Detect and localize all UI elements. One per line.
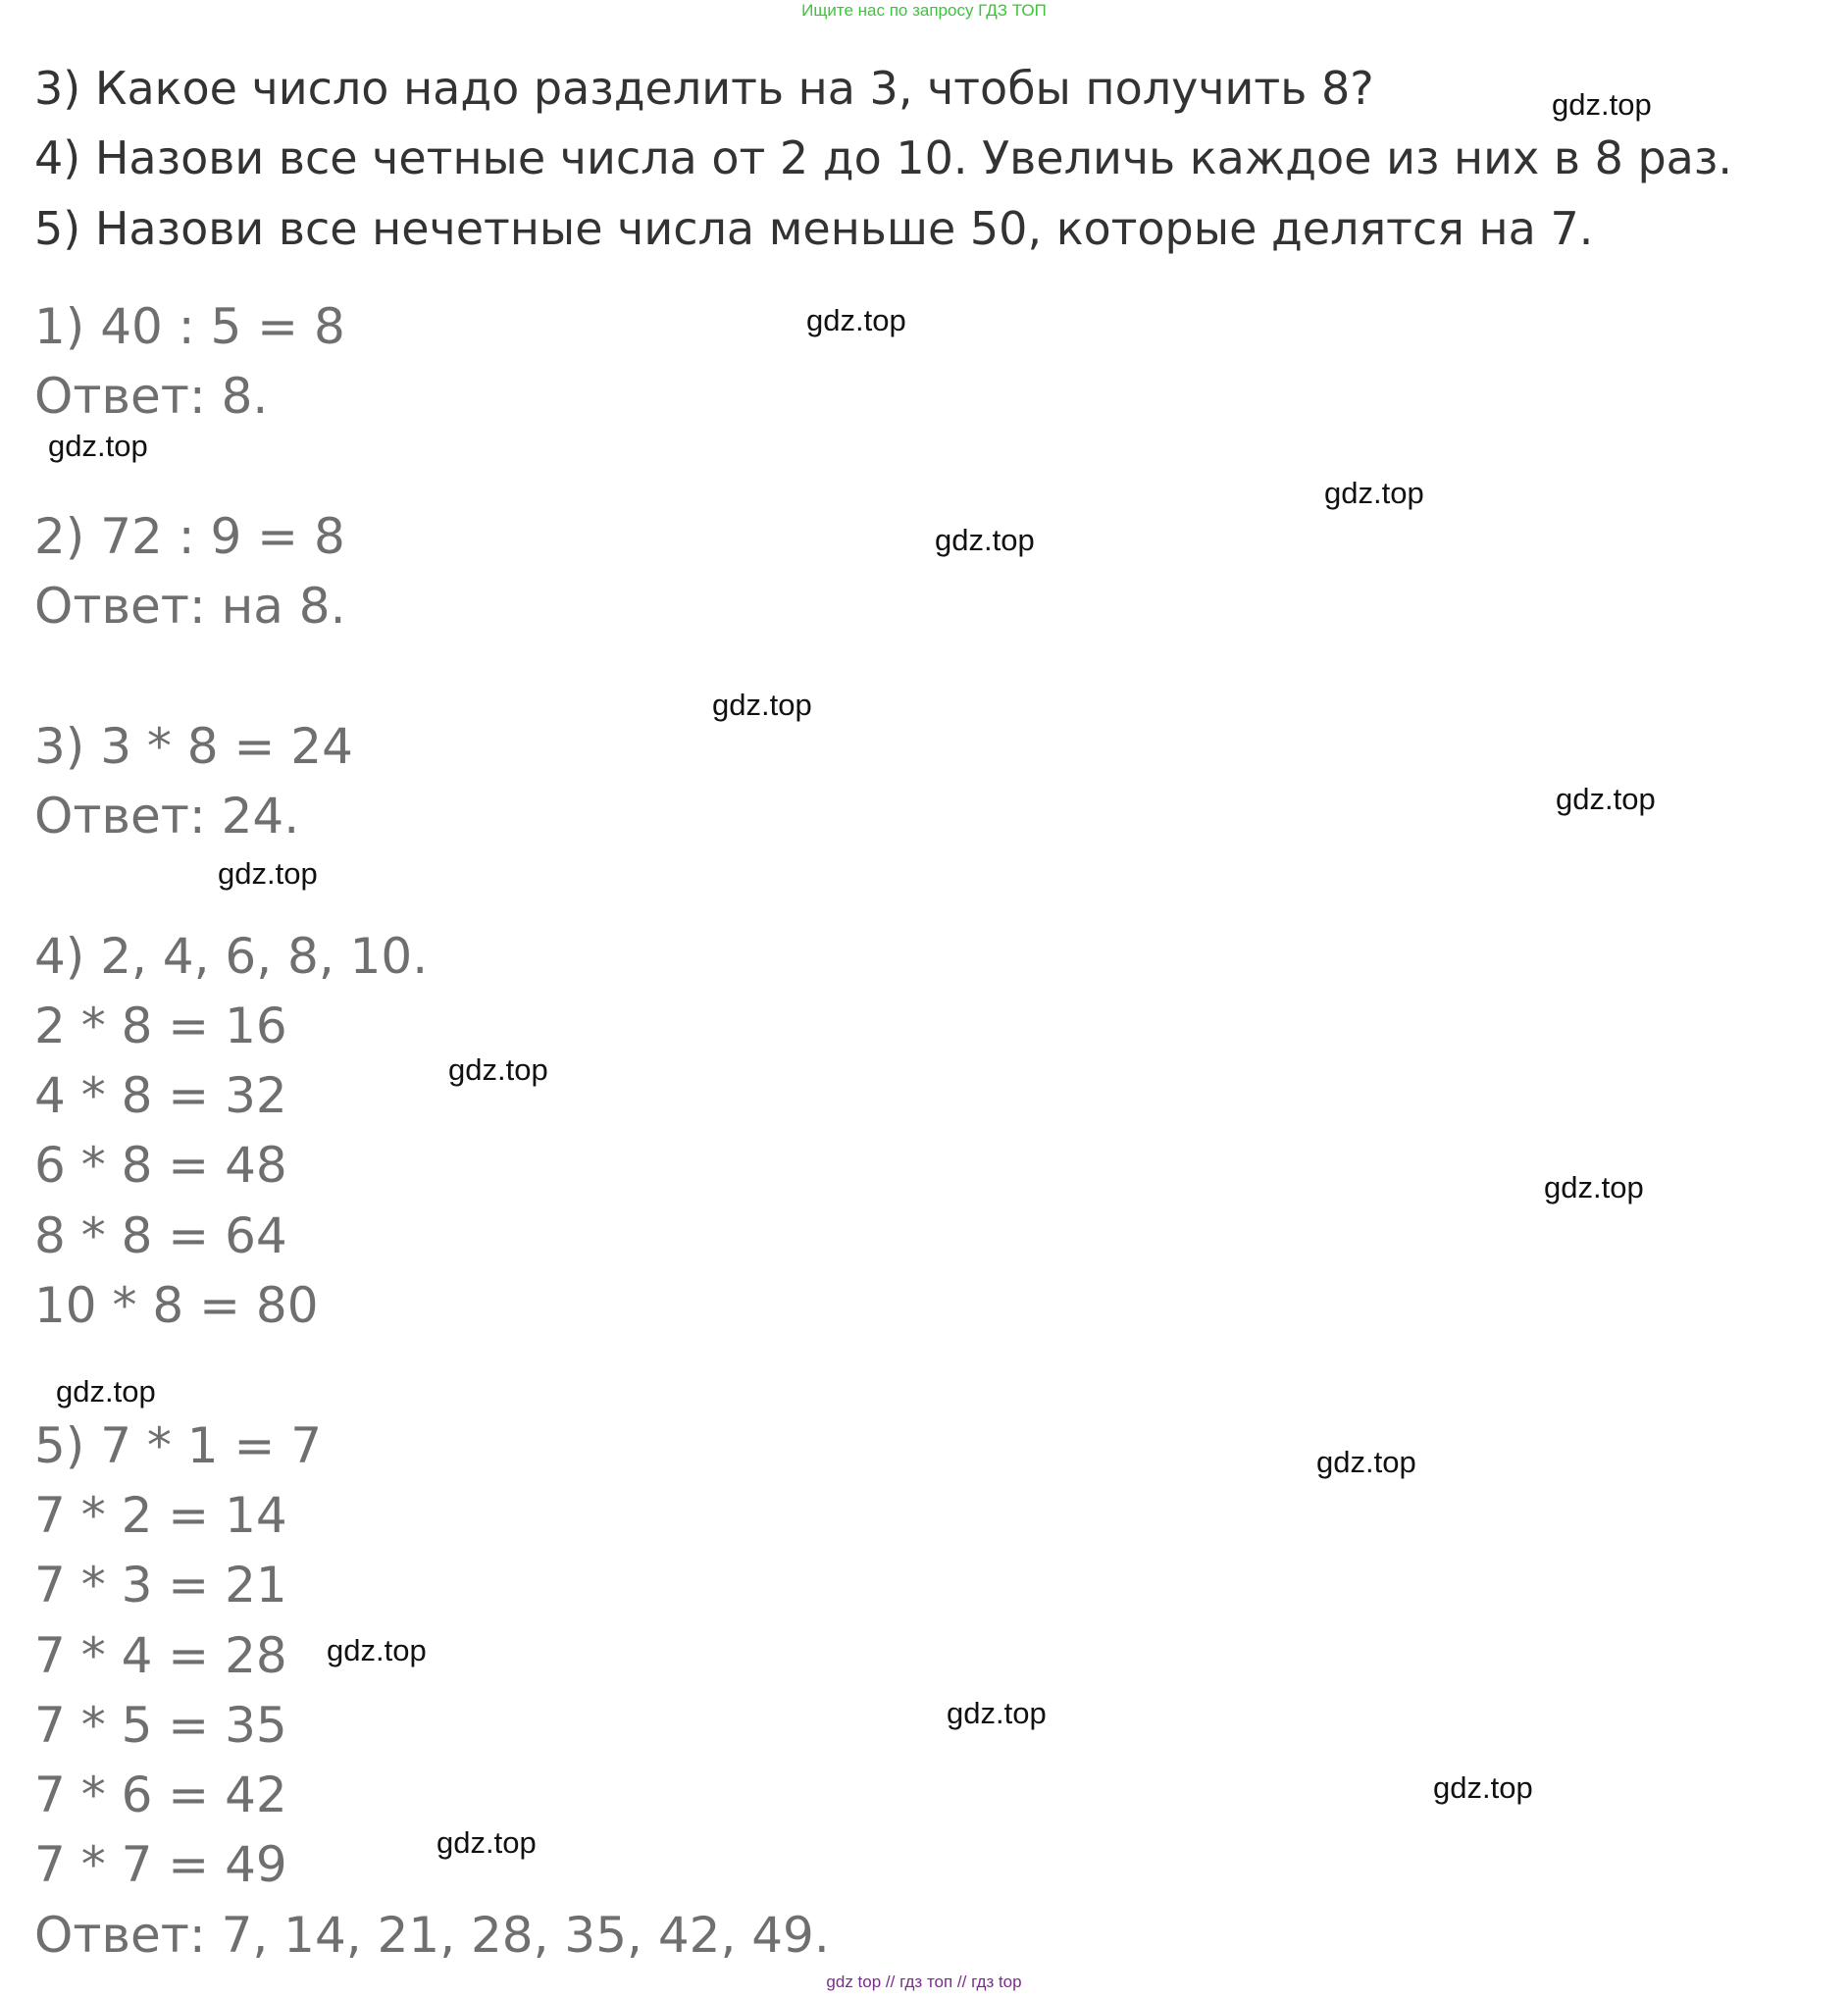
answer-4-list: 4) 2, 4, 6, 8, 10.	[34, 928, 429, 985]
answer-1-result: Ответ: 8.	[34, 368, 269, 425]
question-3: 3) Какое число надо разделить на 3, чтобы получить 8?	[34, 62, 1374, 115]
footer-text: gdz top // гдз топ // гдз top	[826, 1972, 1022, 1991]
watermark: gdz.top	[806, 303, 906, 337]
watermark: gdz.top	[1556, 782, 1656, 816]
watermark: gdz.top	[448, 1052, 548, 1087]
watermark: gdz.top	[935, 523, 1035, 557]
watermark: gdz.top	[1324, 476, 1424, 510]
answer-4-line: 6 * 8 = 48	[34, 1137, 287, 1194]
answer-5-line: 7 * 5 = 35	[34, 1697, 287, 1754]
answer-4-line: 2 * 8 = 16	[34, 998, 287, 1054]
watermark: gdz.top	[1552, 87, 1652, 122]
answer-5-line: 7 * 3 = 21	[34, 1557, 287, 1614]
watermark: gdz.top	[947, 1696, 1047, 1730]
watermark: gdz.top	[712, 688, 812, 722]
answer-5-line: 7 * 7 = 49	[34, 1836, 287, 1893]
answer-1-equation: 1) 40 : 5 = 8	[34, 298, 345, 355]
watermark: gdz.top	[436, 1825, 537, 1860]
answer-3-result: Ответ: 24.	[34, 788, 300, 845]
answer-5-line: 7 * 6 = 42	[34, 1767, 287, 1823]
question-4: 4) Назови все четные числа от 2 до 10. Увеличь каждое из них в 8 раз.	[34, 131, 1732, 184]
answer-4-line: 8 * 8 = 64	[34, 1207, 287, 1264]
answer-5-line: 7 * 4 = 28	[34, 1627, 287, 1684]
answer-5-line: 7 * 2 = 14	[34, 1487, 287, 1544]
watermark: gdz.top	[48, 429, 148, 463]
watermark: gdz.top	[56, 1374, 156, 1409]
answer-2-equation: 2) 72 : 9 = 8	[34, 508, 345, 565]
answer-4-line: 10 * 8 = 80	[34, 1277, 319, 1334]
answer-5-result: Ответ: 7, 14, 21, 28, 35, 42, 49.	[34, 1907, 830, 1964]
answer-4-line: 4 * 8 = 32	[34, 1067, 287, 1124]
watermark: gdz.top	[1316, 1445, 1416, 1479]
watermark: gdz.top	[218, 856, 318, 891]
answer-5-line: 5) 7 * 1 = 7	[34, 1417, 323, 1474]
watermark: gdz.top	[327, 1633, 427, 1667]
watermark: gdz.top	[1544, 1170, 1644, 1204]
answer-2-result: Ответ: на 8.	[34, 578, 346, 635]
question-5: 5) Назови все нечетные числа меньше 50, которые делятся на 7.	[34, 202, 1594, 255]
search-banner: Ищите нас по запросу ГДЗ ТОП	[801, 1, 1047, 20]
watermark: gdz.top	[1433, 1770, 1533, 1805]
answer-3-equation: 3) 3 * 8 = 24	[34, 718, 353, 775]
